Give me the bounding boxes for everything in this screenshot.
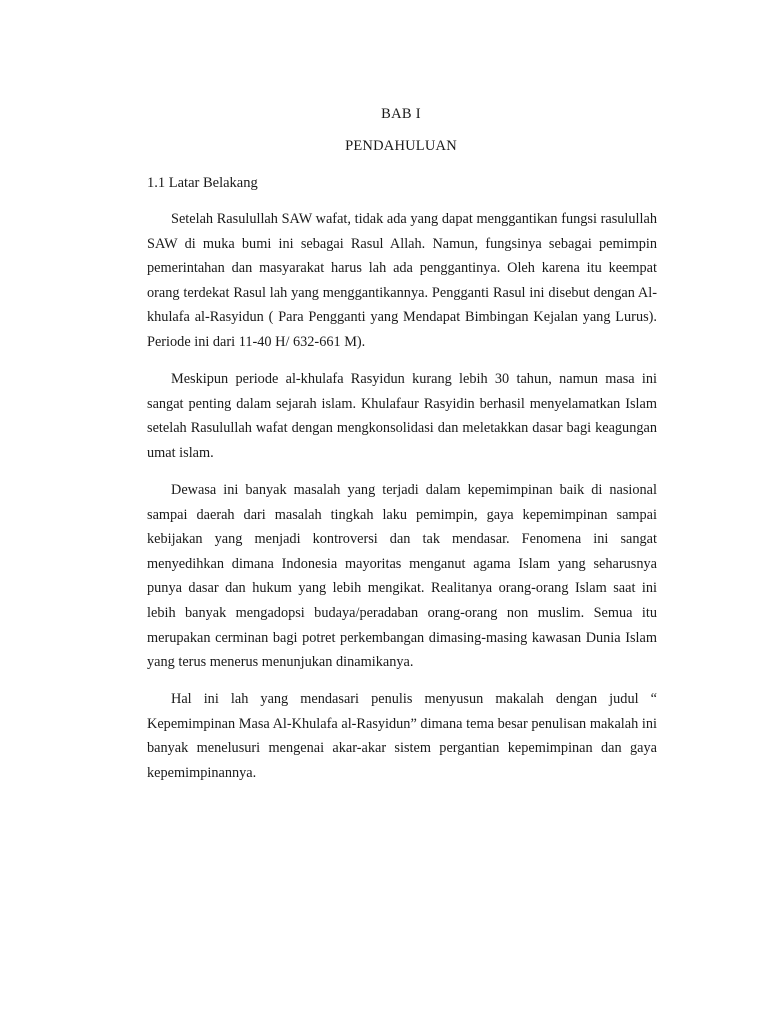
body-text [147,207,657,798]
paragraph: Hal ini lah yang mendasari penulis menyusun makalah dengan judul “ Kepemimpinan Masa Al-Khulafa al-Rasyidun” dimana tema besar penulisan makalah ini banyak menelusuri mengenai akar-akar sistem pergantian kepemimpinan dan gaya kepemimpinannya. [147,691,657,781]
section-heading: 1.1 Latar Belakang [147,175,258,191]
paragraph: Meskipun periode al-khulafa Rasyidun kurang lebih 30 tahun, namun masa ini sangat penting dalam sejarah islam. Khulafaur Rasyidin berhasil menyelamatkan Islam setelah Rasulullah wafat dengan mengkonsolidasi dan meletakkan dasar bagi keagungan umat islam. [147,371,657,461]
chapter-title: PENDAHULUAN [345,138,457,154]
chapter-number: BAB I [381,106,421,122]
paragraph: Setelah Rasulullah SAW wafat, tidak ada yang dapat menggantikan fungsi rasulullah SAW di muka bumi ini sebagai Rasul Allah. Namun, fungsinya sebagai pemimpin pemerintahan dan masyarakat harus lah ada penggantinya. Oleh karena itu keempat orang terdekat Rasul lah yang menggantikannya. Pengganti Rasul ini disebut dengan Al-khulafa al-Rasyidun ( Para Pengganti yang Mendapat Bimbingan Kejalan yang Lurus). Periode ini dari 11-40 H/ 632-661 M). [147,211,657,350]
paragraph: Dewasa ini banyak masalah yang terjadi dalam kepemimpinan baik di nasional sampai daerah dari masalah tingkah laku pemimpin, gaya kepemimpinan sampai kebijakan yang menjadi kontroversi dan tak mendasar. Fenomena ini sangat menyedihkan dimana Indonesia mayoritas menganut agama Islam yang seharusnya punya dasar dan hukum yang lebih mengikat. Realitanya orang-orang Islam saat ini lebih banyak mengadopsi budaya/peradaban orang-orang non muslim. Semua itu merupakan cerminan bagi potret perkembangan dimasing-masing kawasan Dunia Islam yang terus menerus menunjukan dinamikanya. [147,481,657,671]
